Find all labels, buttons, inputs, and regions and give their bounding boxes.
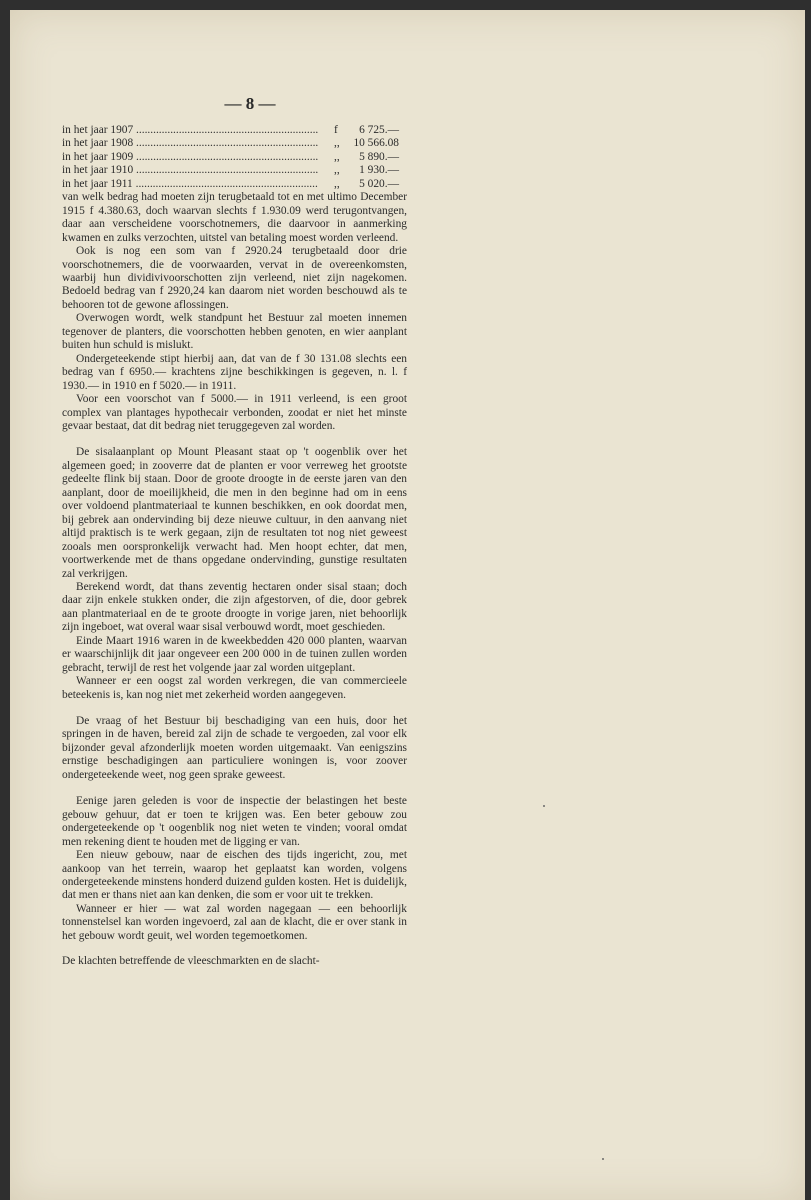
row-amount: 1 930.— xyxy=(359,164,399,177)
section-gap xyxy=(62,943,407,955)
document-page xyxy=(10,10,805,1200)
paragraph: Einde Maart 1916 waren in de kweekbedden 420 000 planten, waarvan er waarschijnlijk dit jaar ongeveer een 200 000 in de tuinen zullen worden gebracht, terwijl de rest het volgende jaar zal worden uitgeplant. xyxy=(62,634,407,674)
row-amount: 10 566.08 xyxy=(353,137,399,150)
row-amount: 5 890.— xyxy=(359,150,399,163)
row-label: in het jaar 1911 ..... xyxy=(62,178,334,191)
paragraph: van welk bedrag had moeten zijn terugbetaald tot en met ultimo December 1915 f 4.380.63, doch waarvan slechts f 1.930.09 werd terugontvangen, daar aan verscheidene voorschotnemers, die daarvoor in aanmerking kwamen en zulks verzochten, uitstel van betaling moest worden verleend. xyxy=(62,191,407,244)
paragraph: Berekend wordt, dat thans zeventig hectaren onder sisal staan; doch daar zijn enkele stukken onder, die zijn afgestorven, of die, door gebrek aan plantmateriaal en de te groote droogte in vorige jaren, niet behoorlijk zijn ingeboet, wat overal waar sisal verbouwd wordt, moet geschieden. xyxy=(62,580,407,634)
scan-border-left xyxy=(0,0,10,1200)
table-row xyxy=(62,151,407,164)
row-currency: f xyxy=(334,124,338,136)
row-currency: ,, xyxy=(334,177,340,190)
section-gap xyxy=(62,702,407,715)
paragraph: Ook is nog een som van f 2920.24 terugbetaald door drie voorschotnemers, die de voorwaarden, vervat in de overeenkomsten, waarbij hun dividivivoorschotten zijn verleend, niet zijn nagekomen. Bedoeld bedrag van f 2920,24 kan daarom niet worden beschouwd als te behooren tot de gewone aflossingen. xyxy=(62,245,407,311)
paragraph: De klachten betreffende de vleeschmarkten en de slacht- xyxy=(62,955,320,968)
paragraph: Wanneer er hier — wat zal worden nagegaan — een behoorlijk tonnenstelsel kan worden ingevoerd, zal aan de klacht, die er over stank in het gebouw wordt geuit, wel worden tegemoetkomen. xyxy=(62,902,407,942)
table-row xyxy=(62,164,407,177)
paragraph: Voor een voorschot van f 5000.— in 1911 verleend, is een groot complex van plantages hypothecair verbonden, zoodat er niet het minste gevaar bestaat, dat dit bedrag niet teruggegeven zal worden. xyxy=(62,393,407,432)
paragraph: Overwogen wordt, welk standpunt het Bestuur zal moeten innemen tegenover de planters, die voorschotten hebben genoten, en wier aanplant buiten hun schuld is mislukt. xyxy=(62,312,407,352)
paragraph: Een nieuw gebouw, naar de eischen des tijds ingericht, zou, met aankoop van het terrein, waarop het geplaatst kan worden, volgens ondergeteekende minstens honderd duizend gulden kosten. Het is duidelijk, dat men er thans niet aan kan denken, die som er voor uit te trekken. xyxy=(62,849,407,902)
paragraph: Wanneer er een oogst zal worden verkregen, die van commercieele beteekenis is, kan nog niet met zekerheid worden aangegeven. xyxy=(62,675,407,701)
paragraph: Ondergeteekende stipt hierbij aan, dat van de f 30 131.08 slechts een bedrag van f 6950.— krachtens zijne beschikkingen is gegeven, n. l. f 1930.— in 1910 en f 5020.— in 1911. xyxy=(62,352,407,392)
paper-speck xyxy=(602,1158,604,1160)
section-gap xyxy=(62,433,407,446)
row-currency: ,, xyxy=(334,164,340,177)
scan-border-top xyxy=(0,0,811,10)
row-currency: ,, xyxy=(334,150,340,163)
row-label: in het jaar 1909 ..... xyxy=(62,151,334,164)
paragraph: De vraag of het Bestuur bij beschadiging van een huis, door het springen in de haven, bereid zal zijn de schade te vergoeden, zal voor elk bijzonder geval afzonderlijk moeten worden uitgemaakt. Van eenigszins ernstige beschadigingen aan particuliere woningen is, voor zoover ondergeteekende weet, nog geen sprake geweest. xyxy=(62,715,407,781)
row-label: in het jaar 1910 ..... xyxy=(62,164,334,177)
section-gap xyxy=(62,782,407,795)
table-row xyxy=(62,137,407,150)
text-column xyxy=(62,124,407,969)
row-amount: 5 020.— xyxy=(359,177,399,190)
table-row xyxy=(62,124,407,137)
row-currency: ,, xyxy=(334,137,340,150)
paper-speck xyxy=(543,805,545,807)
row-label: in het jaar 1908 ..... xyxy=(62,137,334,150)
row-amount: 6 725.— xyxy=(359,124,399,136)
paragraph: De sisalaanplant op Mount Pleasant staat op 't oogenblik over het algemeen goed; in zooverre dat de planten er voor verreweg het grootste gedeelte flink bij staan. Door de groote droogte in de eerste jaren van den aanplant, door de moeilijkheid, die men in den beginne had om in eens over voldoend plantmateriaal te kunnen beschikken, en ook doordat men, bij gebrek aan ondervinding bij deze nieuwe cultuur, in den aanvang niet altijd praktisch is te werk gegaan, zijn de resultaten tot nog niet geweest zooals men oorspronkelijk verwacht had. Men hoopt echter, dat men, voortwerkende met de thans opgedane ondervinding, gunstige resultaten zal verkrijgen. xyxy=(62,446,407,580)
paragraph: Eenige jaren geleden is voor de inspectie der belastingen het beste gebouw gehuur, dat er toen te krijgen was. Een beter gebouw zou ondergeteekende op 't oogenblik nog niet weten te vinden; vooral omdat men rekening dient te houden met de ligging er van. xyxy=(62,795,407,848)
table-row xyxy=(62,178,407,191)
row-label: in het jaar 1907 ..... xyxy=(62,124,334,137)
page-number: — 8 — xyxy=(224,94,276,113)
